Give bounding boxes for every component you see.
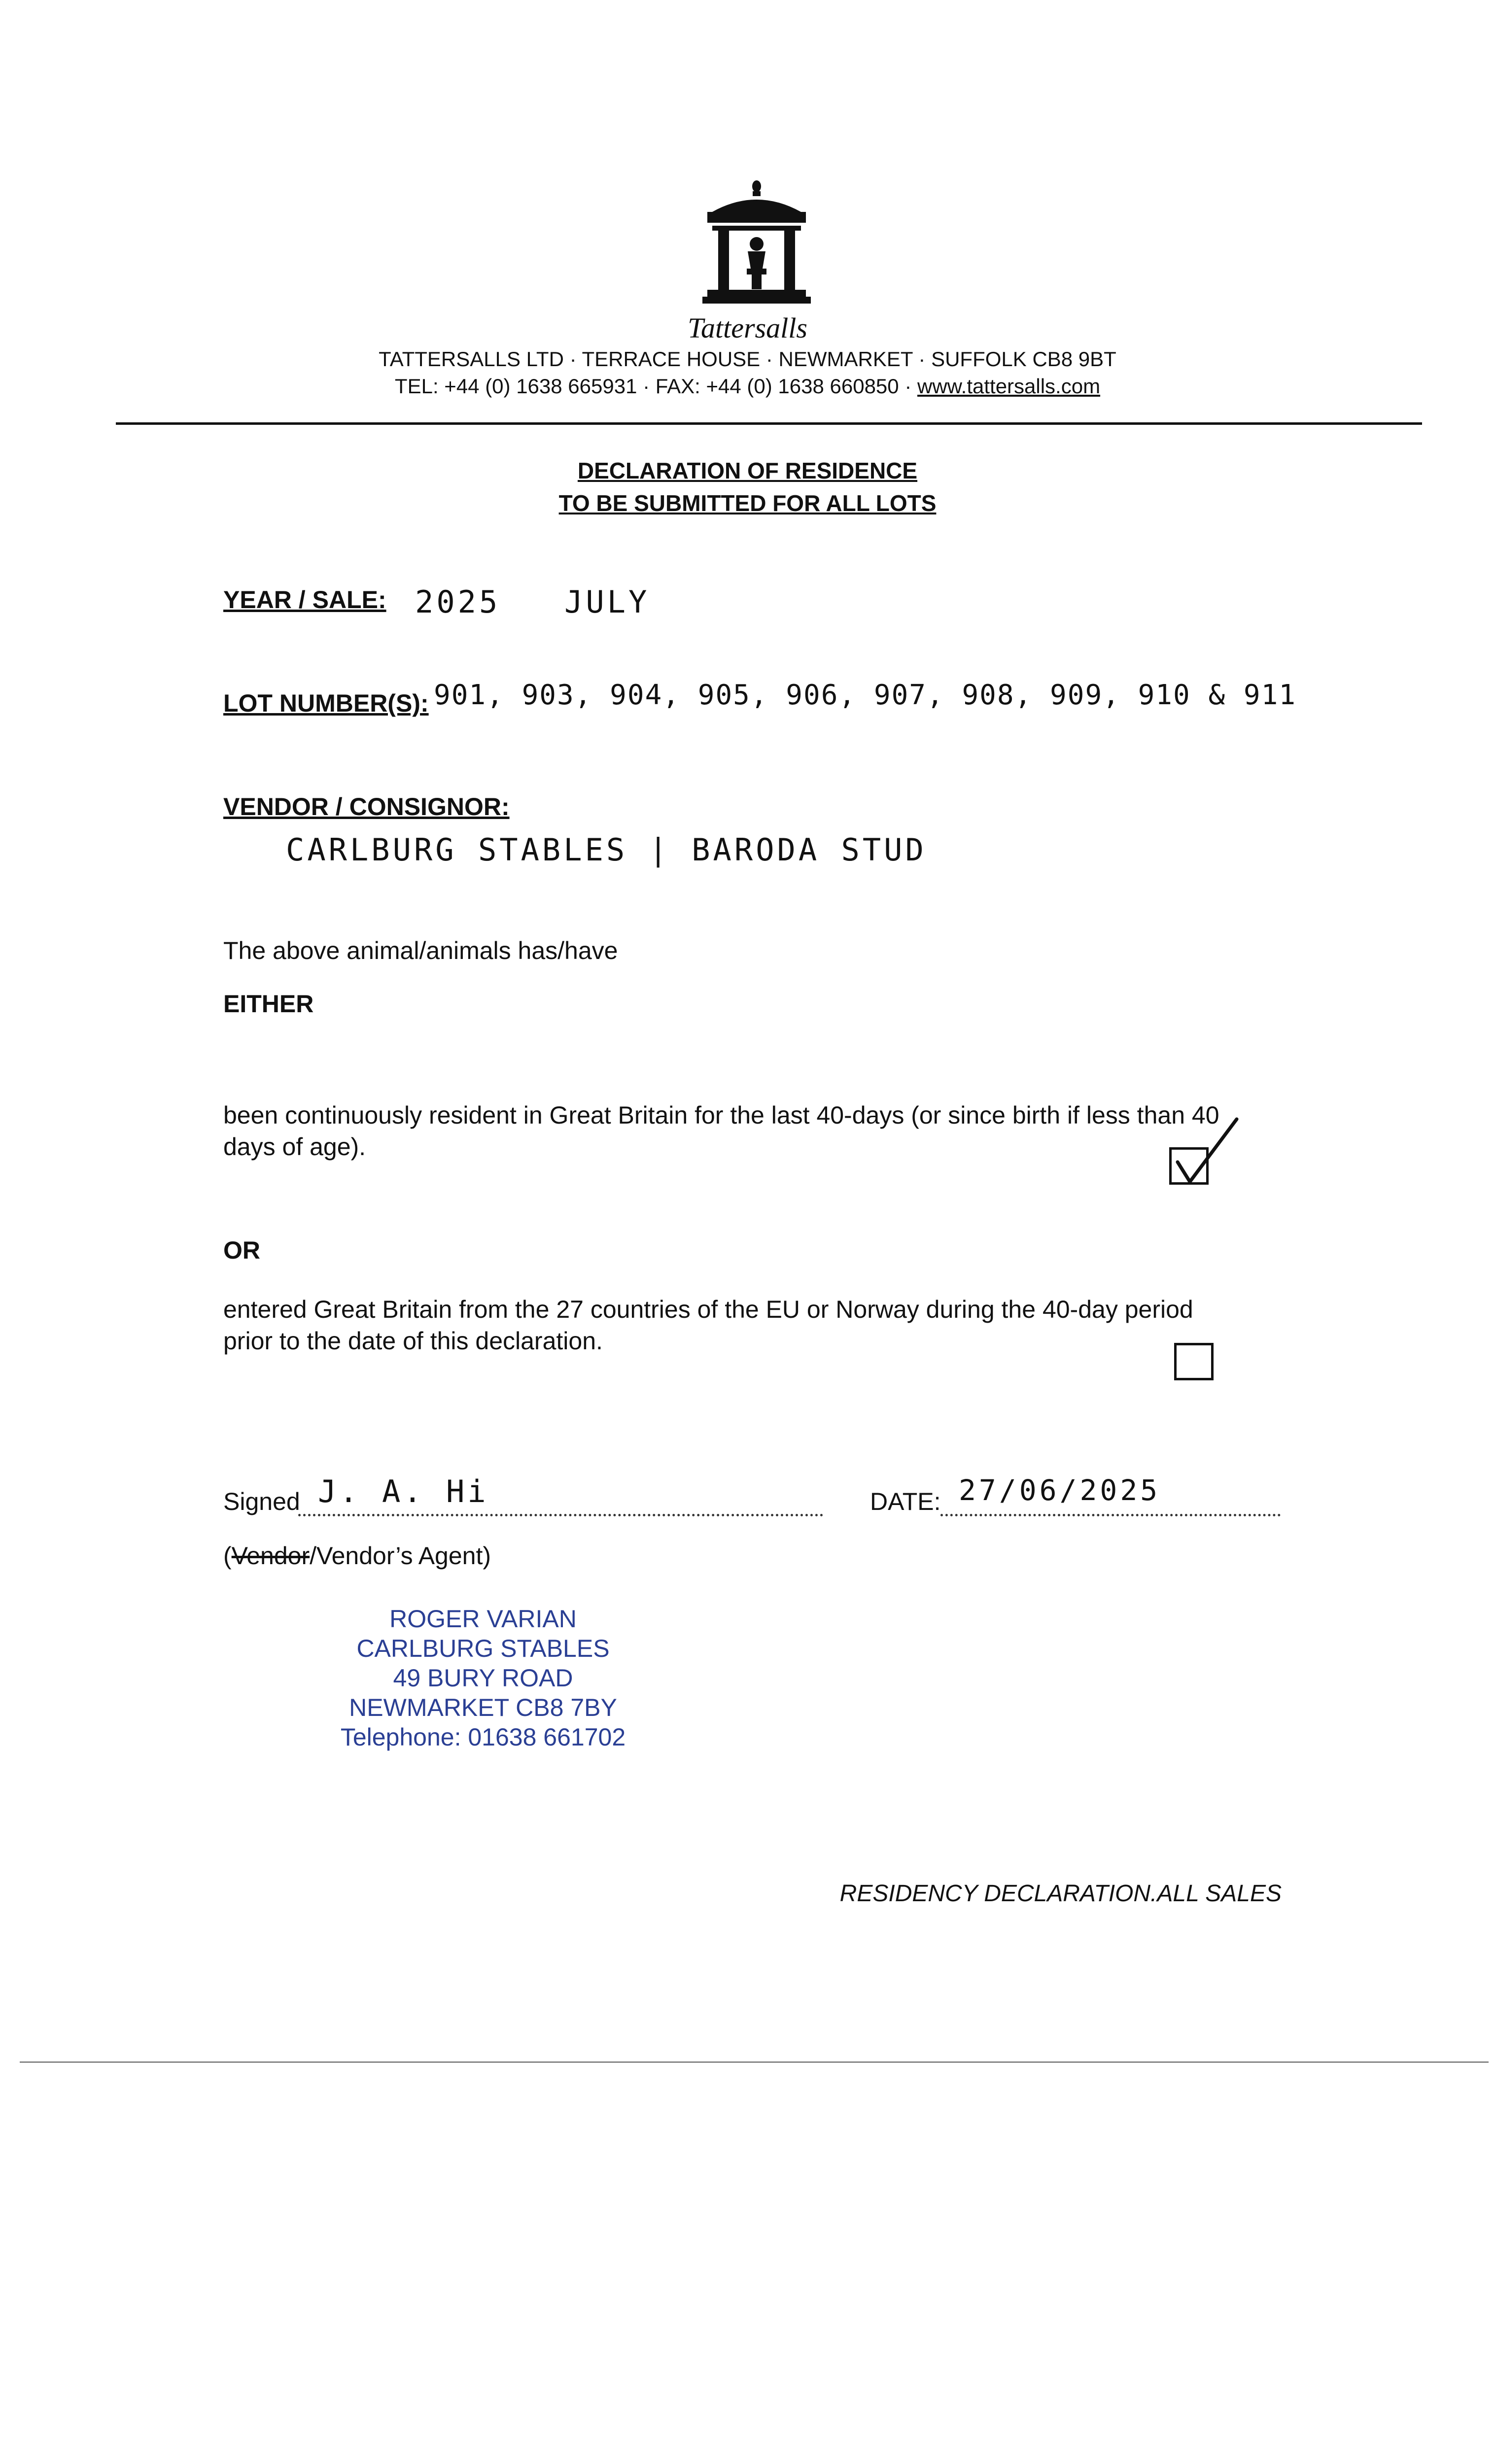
option2-checkbox[interactable] — [1174, 1343, 1214, 1380]
document-subtitle: TO BE SUBMITTED FOR ALL LOTS — [558, 490, 937, 516]
sale-value: JULY — [564, 584, 650, 620]
stamp-line3: 49 BURY ROAD — [393, 1664, 573, 1692]
contact-line — [0, 375, 1495, 398]
option1-text-line2: days of age). — [223, 1133, 366, 1161]
option1-text-line1: been continuously resident in Great Britain for the last 40-days (or since birth if less than 40 — [223, 1101, 1219, 1129]
checkmark-icon — [1168, 1115, 1242, 1194]
tel-fax: TEL: +44 (0) 1638 665931 · FAX: +44 (0) 1638 660850 · — [394, 375, 917, 398]
signature-line — [298, 1514, 823, 1516]
brand-name: Tattersalls — [688, 312, 807, 344]
year-value: 2025 — [415, 584, 501, 620]
stamp-line1: ROGER VARIAN — [389, 1605, 577, 1633]
vendor-label: VENDOR / CONSIGNOR: — [223, 793, 510, 821]
stamp-line5: Telephone: 01638 661702 — [340, 1723, 626, 1751]
either-label: EITHER — [223, 990, 314, 1018]
page-bottom-rule — [20, 2061, 1489, 2063]
year-sale-label: YEAR / SALE: — [223, 586, 386, 614]
stamp-line2: CARLBURG STABLES — [356, 1635, 610, 1662]
date-value: 27/06/2025 — [959, 1473, 1161, 1507]
role-open: ( — [223, 1542, 232, 1570]
signer-role — [223, 1541, 491, 1570]
tattersalls-logo — [693, 177, 821, 310]
company-address: TATTERSALLS LTD · TERRACE HOUSE · NEWMARKET · SUFFOLK CB8 9BT — [379, 347, 1116, 371]
lot-numbers-label: LOT NUMBER(S): — [223, 689, 429, 717]
role-struck: Vendor — [231, 1542, 310, 1570]
stamp-line4: NEWMARKET CB8 7BY — [349, 1694, 617, 1721]
footer-note: RESIDENCY DECLARATION.ALL SALES — [839, 1881, 1282, 1907]
agent-stamp — [340, 1604, 626, 1752]
date-label: DATE: — [870, 1488, 941, 1515]
role-rest: /Vendor’s Agent) — [310, 1542, 491, 1570]
header-divider — [116, 422, 1422, 425]
intro-text: The above animal/animals has/have — [223, 937, 618, 964]
option2-text-line2: prior to the date of this declaration. — [223, 1327, 603, 1355]
signature-value: J. A. Hi — [318, 1473, 489, 1509]
option1-checkbox[interactable] — [1169, 1147, 1209, 1185]
lot-numbers-value: 901, 903, 904, 905, 906, 907, 908, 909, 910 & 911 — [434, 679, 1297, 711]
signed-label: Signed — [223, 1488, 300, 1515]
document-title: DECLARATION OF RESIDENCE — [577, 458, 918, 483]
vendor-value: CARLBURG STABLES | BARODA STUD — [286, 832, 927, 868]
date-line — [940, 1514, 1281, 1516]
website-link[interactable]: www.tattersalls.com — [917, 375, 1101, 398]
option2-text-line1: entered Great Britain from the 27 countries of the EU or Norway during the 40-day period — [223, 1296, 1193, 1323]
or-label: OR — [223, 1236, 260, 1264]
